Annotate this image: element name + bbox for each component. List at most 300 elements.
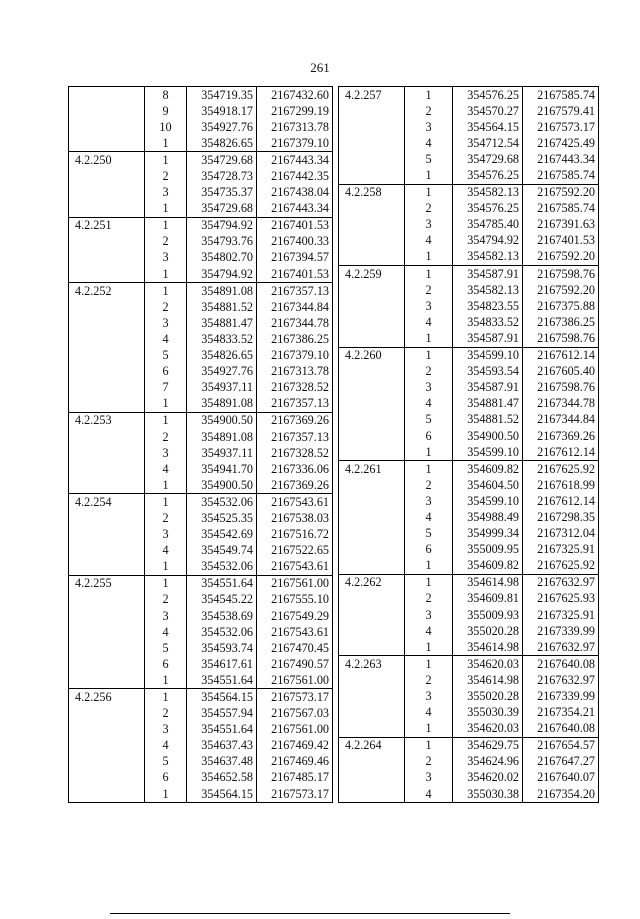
x-coordinate-cell: 354833.52: [187, 331, 257, 347]
table-row: [69, 380, 333, 396]
x-coordinate-cell: 355009.93: [453, 607, 523, 623]
parcel-id-cell: [69, 706, 145, 722]
x-coordinate-cell: 354609.82: [453, 461, 523, 478]
parcel-id-cell: [69, 234, 145, 250]
table-row: [339, 364, 599, 380]
point-number-cell: 1: [145, 135, 187, 152]
point-number-cell: 1: [405, 721, 453, 738]
parcel-id-cell: 4.2.263: [339, 656, 405, 673]
y-coordinate-cell: 2167442.35: [257, 168, 333, 184]
parcel-id-cell: [339, 542, 405, 558]
point-number-cell: 5: [145, 348, 187, 364]
parcel-id-cell: [339, 233, 405, 249]
x-coordinate-cell: 354794.92: [453, 233, 523, 249]
parcel-id-cell: [339, 607, 405, 623]
y-coordinate-cell: 2167640.07: [523, 770, 599, 786]
point-number-cell: 3: [145, 445, 187, 461]
point-number-cell: 1: [405, 461, 453, 478]
y-coordinate-cell: 2167336.06: [257, 461, 333, 477]
parcel-id-cell: [69, 119, 145, 135]
parcel-id-cell: 4.2.254: [69, 494, 145, 511]
x-coordinate-cell: 354937.11: [187, 445, 257, 461]
table-row: [69, 754, 333, 770]
y-coordinate-cell: 2167369.26: [257, 412, 333, 429]
y-coordinate-cell: 2167339.99: [523, 688, 599, 704]
x-coordinate-cell: 354551.64: [187, 575, 257, 592]
table-row: [339, 639, 599, 656]
parcel-id-cell: [69, 380, 145, 396]
table-row: [339, 721, 599, 738]
point-number-cell: 1: [145, 266, 187, 283]
point-number-cell: 1: [405, 87, 453, 104]
y-coordinate-cell: 2167443.34: [257, 152, 333, 169]
parcel-id-cell: [339, 282, 405, 298]
point-number-cell: 2: [405, 672, 453, 688]
table-row: [69, 283, 333, 300]
parcel-id-cell: [69, 348, 145, 364]
y-coordinate-cell: 2167443.34: [257, 201, 333, 218]
y-coordinate-cell: 2167516.72: [257, 527, 333, 543]
y-coordinate-cell: 2167579.41: [523, 103, 599, 119]
x-coordinate-cell: 354542.69: [187, 527, 257, 543]
parcel-id-cell: 4.2.261: [339, 461, 405, 478]
x-coordinate-cell: 354891.08: [187, 429, 257, 445]
parcel-id-cell: [339, 151, 405, 167]
x-coordinate-cell: 354614.98: [453, 672, 523, 688]
y-coordinate-cell: 2167312.04: [523, 526, 599, 542]
y-coordinate-cell: 2167379.10: [257, 348, 333, 364]
y-coordinate-cell: 2167585.74: [523, 201, 599, 217]
x-coordinate-cell: 354785.40: [453, 217, 523, 233]
table-row: [339, 607, 599, 623]
table-row: [69, 543, 333, 559]
y-coordinate-cell: 2167401.53: [257, 217, 333, 234]
y-coordinate-cell: 2167592.20: [523, 249, 599, 266]
y-coordinate-cell: 2167625.92: [523, 558, 599, 575]
table-row: [339, 412, 599, 428]
y-coordinate-cell: 2167592.20: [523, 282, 599, 298]
table-row: [339, 103, 599, 119]
y-coordinate-cell: 2167555.10: [257, 592, 333, 608]
parcel-id-cell: [339, 493, 405, 509]
table-row: [339, 347, 599, 364]
y-coordinate-cell: 2167561.00: [257, 722, 333, 738]
y-coordinate-cell: 2167369.26: [257, 477, 333, 494]
table-row: [339, 249, 599, 266]
point-number-cell: 8: [145, 87, 187, 104]
table-row: [339, 119, 599, 135]
parcel-id-cell: 4.2.258: [339, 184, 405, 201]
parcel-id-cell: [69, 786, 145, 803]
x-coordinate-cell: 354545.22: [187, 592, 257, 608]
parcel-id-cell: [339, 688, 405, 704]
point-number-cell: 2: [145, 706, 187, 722]
x-coordinate-cell: 354549.74: [187, 543, 257, 559]
table-row: [69, 217, 333, 234]
left-table-body: [69, 87, 333, 803]
point-number-cell: 3: [405, 298, 453, 314]
point-number-cell: 3: [405, 770, 453, 786]
y-coordinate-cell: 2167354.20: [523, 786, 599, 803]
right-coordinate-table: [338, 86, 599, 803]
y-coordinate-cell: 2167549.29: [257, 608, 333, 624]
point-number-cell: 6: [405, 542, 453, 558]
point-number-cell: 2: [145, 510, 187, 526]
y-coordinate-cell: 2167469.42: [257, 738, 333, 754]
x-coordinate-cell: 354826.65: [187, 348, 257, 364]
table-row: [339, 380, 599, 396]
point-number-cell: 7: [145, 380, 187, 396]
parcel-id-cell: [69, 592, 145, 608]
parcel-id-cell: [339, 672, 405, 688]
x-coordinate-cell: 354587.91: [453, 380, 523, 396]
point-number-cell: 2: [405, 591, 453, 607]
x-coordinate-cell: 354941.70: [187, 461, 257, 477]
y-coordinate-cell: 2167328.52: [257, 445, 333, 461]
table-row: [339, 623, 599, 639]
y-coordinate-cell: 2167522.65: [257, 543, 333, 559]
x-coordinate-cell: 354823.55: [453, 298, 523, 314]
y-coordinate-cell: 2167425.49: [523, 135, 599, 151]
point-number-cell: 1: [145, 283, 187, 300]
table-row: [69, 527, 333, 543]
point-number-cell: 2: [145, 592, 187, 608]
x-coordinate-cell: 354593.54: [453, 364, 523, 380]
point-number-cell: 2: [145, 299, 187, 315]
x-coordinate-cell: 354551.64: [187, 722, 257, 738]
x-coordinate-cell: 354624.96: [453, 754, 523, 770]
parcel-id-cell: [339, 103, 405, 119]
table-row: [339, 201, 599, 217]
table-row: [339, 509, 599, 525]
parcel-id-cell: [339, 135, 405, 151]
table-row: [339, 688, 599, 704]
x-coordinate-cell: 354927.76: [187, 364, 257, 380]
y-coordinate-cell: 2167598.76: [523, 380, 599, 396]
table-row: [69, 477, 333, 494]
x-coordinate-cell: 354576.25: [453, 167, 523, 184]
table-row: [339, 87, 599, 104]
x-coordinate-cell: 354620.03: [453, 721, 523, 738]
point-number-cell: 6: [405, 428, 453, 444]
y-coordinate-cell: 2167647.27: [523, 754, 599, 770]
table-row: [69, 364, 333, 380]
point-number-cell: 3: [145, 722, 187, 738]
point-number-cell: 1: [405, 266, 453, 283]
x-coordinate-cell: 354582.13: [453, 282, 523, 298]
x-coordinate-cell: 355030.38: [453, 786, 523, 803]
y-coordinate-cell: 2167469.46: [257, 754, 333, 770]
point-number-cell: 3: [405, 607, 453, 623]
table-row: [69, 168, 333, 184]
x-coordinate-cell: 354551.64: [187, 672, 257, 689]
parcel-id-cell: [339, 705, 405, 721]
y-coordinate-cell: 2167432.60: [257, 87, 333, 104]
x-coordinate-cell: 354833.52: [453, 314, 523, 330]
y-coordinate-cell: 2167625.93: [523, 591, 599, 607]
table-row: [69, 315, 333, 331]
parcel-id-cell: 4.2.253: [69, 412, 145, 429]
x-coordinate-cell: 354582.13: [453, 184, 523, 201]
table-row: [69, 103, 333, 119]
point-number-cell: 1: [405, 167, 453, 184]
y-coordinate-cell: 2167357.13: [257, 283, 333, 300]
x-coordinate-cell: 354927.76: [187, 119, 257, 135]
parcel-id-cell: [69, 445, 145, 461]
point-number-cell: 4: [145, 331, 187, 347]
y-coordinate-cell: 2167618.99: [523, 477, 599, 493]
point-number-cell: 4: [405, 233, 453, 249]
point-number-cell: 1: [145, 689, 187, 706]
table-row: [69, 575, 333, 592]
parcel-id-cell: [69, 185, 145, 201]
table-row: [339, 558, 599, 575]
parcel-id-cell: 4.2.252: [69, 283, 145, 300]
table-row: [69, 87, 333, 104]
x-coordinate-cell: 354794.92: [187, 217, 257, 234]
y-coordinate-cell: 2167401.53: [523, 233, 599, 249]
y-coordinate-cell: 2167625.92: [523, 461, 599, 478]
x-coordinate-cell: 354532.06: [187, 559, 257, 576]
point-number-cell: 4: [405, 314, 453, 330]
x-coordinate-cell: 354729.68: [187, 201, 257, 218]
table-row: [69, 119, 333, 135]
point-number-cell: 9: [145, 103, 187, 119]
table-row: [339, 542, 599, 558]
y-coordinate-cell: 2167354.21: [523, 705, 599, 721]
point-number-cell: 1: [145, 396, 187, 413]
y-coordinate-cell: 2167543.61: [257, 559, 333, 576]
x-coordinate-cell: 354570.27: [453, 103, 523, 119]
table-row: [339, 330, 599, 347]
point-number-cell: 3: [145, 527, 187, 543]
point-number-cell: 1: [405, 347, 453, 364]
y-coordinate-cell: 2167585.74: [523, 167, 599, 184]
point-number-cell: 4: [405, 396, 453, 412]
table-row: [339, 477, 599, 493]
parcel-id-cell: [69, 477, 145, 494]
x-coordinate-cell: 354918.17: [187, 103, 257, 119]
parcel-id-cell: 4.2.262: [339, 574, 405, 591]
y-coordinate-cell: 2167543.61: [257, 624, 333, 640]
parcel-id-cell: [69, 510, 145, 526]
point-number-cell: 1: [405, 558, 453, 575]
point-number-cell: 2: [145, 429, 187, 445]
y-coordinate-cell: 2167375.88: [523, 298, 599, 314]
table-row: [69, 201, 333, 218]
y-coordinate-cell: 2167313.78: [257, 119, 333, 135]
x-coordinate-cell: 355020.28: [453, 623, 523, 639]
parcel-id-cell: [339, 428, 405, 444]
parcel-id-cell: [69, 754, 145, 770]
table-row: [69, 266, 333, 283]
point-number-cell: 4: [405, 509, 453, 525]
point-number-cell: 5: [405, 412, 453, 428]
x-coordinate-cell: 354900.50: [187, 477, 257, 494]
point-number-cell: 1: [145, 201, 187, 218]
x-coordinate-cell: 354937.11: [187, 380, 257, 396]
y-coordinate-cell: 2167567.03: [257, 706, 333, 722]
parcel-id-cell: 4.2.251: [69, 217, 145, 234]
table-row: [69, 706, 333, 722]
point-number-cell: 3: [145, 185, 187, 201]
x-coordinate-cell: 354587.91: [453, 330, 523, 347]
page-number: 261: [310, 60, 330, 75]
table-row: [339, 770, 599, 786]
table-row: [69, 656, 333, 672]
parcel-id-cell: [69, 559, 145, 576]
y-coordinate-cell: 2167394.57: [257, 250, 333, 266]
x-coordinate-cell: 354719.35: [187, 87, 257, 104]
x-coordinate-cell: 354620.03: [453, 656, 523, 673]
parcel-id-cell: [339, 314, 405, 330]
table-row: [339, 526, 599, 542]
y-coordinate-cell: 2167443.34: [523, 151, 599, 167]
point-number-cell: 1: [405, 574, 453, 591]
point-number-cell: 1: [405, 444, 453, 461]
y-coordinate-cell: 2167325.91: [523, 607, 599, 623]
x-coordinate-cell: 354629.75: [453, 737, 523, 754]
point-number-cell: 4: [145, 624, 187, 640]
table-row: [69, 559, 333, 576]
point-number-cell: 3: [405, 119, 453, 135]
y-coordinate-cell: 2167632.97: [523, 672, 599, 688]
table-row: [69, 250, 333, 266]
table-row: [339, 737, 599, 754]
parcel-id-cell: [69, 527, 145, 543]
y-coordinate-cell: 2167654.57: [523, 737, 599, 754]
y-coordinate-cell: 2167612.14: [523, 347, 599, 364]
point-number-cell: 4: [405, 705, 453, 721]
x-coordinate-cell: 354532.06: [187, 494, 257, 511]
table-row: [69, 640, 333, 656]
table-row: [69, 412, 333, 429]
x-coordinate-cell: 354593.74: [187, 640, 257, 656]
parcel-id-cell: [339, 119, 405, 135]
table-row: [339, 298, 599, 314]
parcel-id-cell: [69, 103, 145, 119]
x-coordinate-cell: 354576.25: [453, 201, 523, 217]
table-row: [339, 705, 599, 721]
point-number-cell: 6: [145, 656, 187, 672]
y-coordinate-cell: 2167573.17: [523, 119, 599, 135]
table-row: [339, 233, 599, 249]
point-number-cell: 5: [405, 526, 453, 542]
x-coordinate-cell: 354891.08: [187, 396, 257, 413]
table-row: [339, 656, 599, 673]
y-coordinate-cell: 2167612.14: [523, 493, 599, 509]
parcel-id-cell: [69, 543, 145, 559]
y-coordinate-cell: 2167598.76: [523, 266, 599, 283]
point-number-cell: 1: [145, 786, 187, 803]
parcel-id-cell: [69, 135, 145, 152]
point-number-cell: 1: [405, 639, 453, 656]
table-row: [339, 151, 599, 167]
x-coordinate-cell: 354728.73: [187, 168, 257, 184]
y-coordinate-cell: 2167379.10: [257, 135, 333, 152]
parcel-id-cell: [339, 623, 405, 639]
x-coordinate-cell: 354826.65: [187, 135, 257, 152]
bottom-rule: [110, 913, 510, 914]
y-coordinate-cell: 2167386.25: [523, 314, 599, 330]
x-coordinate-cell: 354609.82: [453, 558, 523, 575]
y-coordinate-cell: 2167640.08: [523, 721, 599, 738]
y-coordinate-cell: 2167400.33: [257, 234, 333, 250]
parcel-id-cell: [339, 591, 405, 607]
table-row: [339, 314, 599, 330]
parcel-id-cell: [339, 509, 405, 525]
x-coordinate-cell: 354614.98: [453, 639, 523, 656]
y-coordinate-cell: 2167386.25: [257, 331, 333, 347]
parcel-id-cell: [69, 624, 145, 640]
parcel-id-cell: [339, 639, 405, 656]
x-coordinate-cell: 354609.81: [453, 591, 523, 607]
y-coordinate-cell: 2167632.97: [523, 574, 599, 591]
y-coordinate-cell: 2167313.78: [257, 364, 333, 380]
point-number-cell: 2: [145, 234, 187, 250]
x-coordinate-cell: 355009.95: [453, 542, 523, 558]
point-number-cell: 2: [145, 168, 187, 184]
parcel-id-cell: 4.2.259: [339, 266, 405, 283]
point-number-cell: 4: [145, 738, 187, 754]
y-coordinate-cell: 2167357.13: [257, 429, 333, 445]
parcel-id-cell: [339, 721, 405, 738]
parcel-id-cell: [339, 217, 405, 233]
parcel-id-cell: [69, 640, 145, 656]
y-coordinate-cell: 2167538.03: [257, 510, 333, 526]
table-row: [339, 184, 599, 201]
point-number-cell: 6: [145, 770, 187, 786]
parcel-id-cell: [339, 412, 405, 428]
x-coordinate-cell: 354881.47: [453, 396, 523, 412]
table-row: [69, 786, 333, 803]
table-row: [69, 624, 333, 640]
table-row: [69, 234, 333, 250]
point-number-cell: 2: [405, 282, 453, 298]
point-number-cell: 1: [145, 575, 187, 592]
y-coordinate-cell: 2167344.84: [523, 412, 599, 428]
parcel-id-cell: 4.2.264: [339, 737, 405, 754]
y-coordinate-cell: 2167485.17: [257, 770, 333, 786]
table-row: [69, 689, 333, 706]
y-coordinate-cell: 2167573.17: [257, 689, 333, 706]
table-row: [339, 167, 599, 184]
parcel-id-cell: [69, 722, 145, 738]
x-coordinate-cell: 354538.69: [187, 608, 257, 624]
parcel-id-cell: [339, 167, 405, 184]
table-row: [339, 493, 599, 509]
parcel-id-cell: [339, 298, 405, 314]
parcel-id-cell: [69, 266, 145, 283]
y-coordinate-cell: 2167328.52: [257, 380, 333, 396]
table-row: [339, 428, 599, 444]
x-coordinate-cell: 354802.70: [187, 250, 257, 266]
table-row: [69, 672, 333, 689]
x-coordinate-cell: 354729.68: [187, 152, 257, 169]
y-coordinate-cell: 2167543.61: [257, 494, 333, 511]
x-coordinate-cell: 354604.50: [453, 477, 523, 493]
table-row: [339, 135, 599, 151]
point-number-cell: 1: [405, 656, 453, 673]
point-number-cell: 10: [145, 119, 187, 135]
x-coordinate-cell: 354637.48: [187, 754, 257, 770]
x-coordinate-cell: 354617.61: [187, 656, 257, 672]
parcel-id-cell: [339, 396, 405, 412]
x-coordinate-cell: 354881.47: [187, 315, 257, 331]
point-number-cell: 3: [145, 608, 187, 624]
point-number-cell: 1: [145, 152, 187, 169]
x-coordinate-cell: 354532.06: [187, 624, 257, 640]
